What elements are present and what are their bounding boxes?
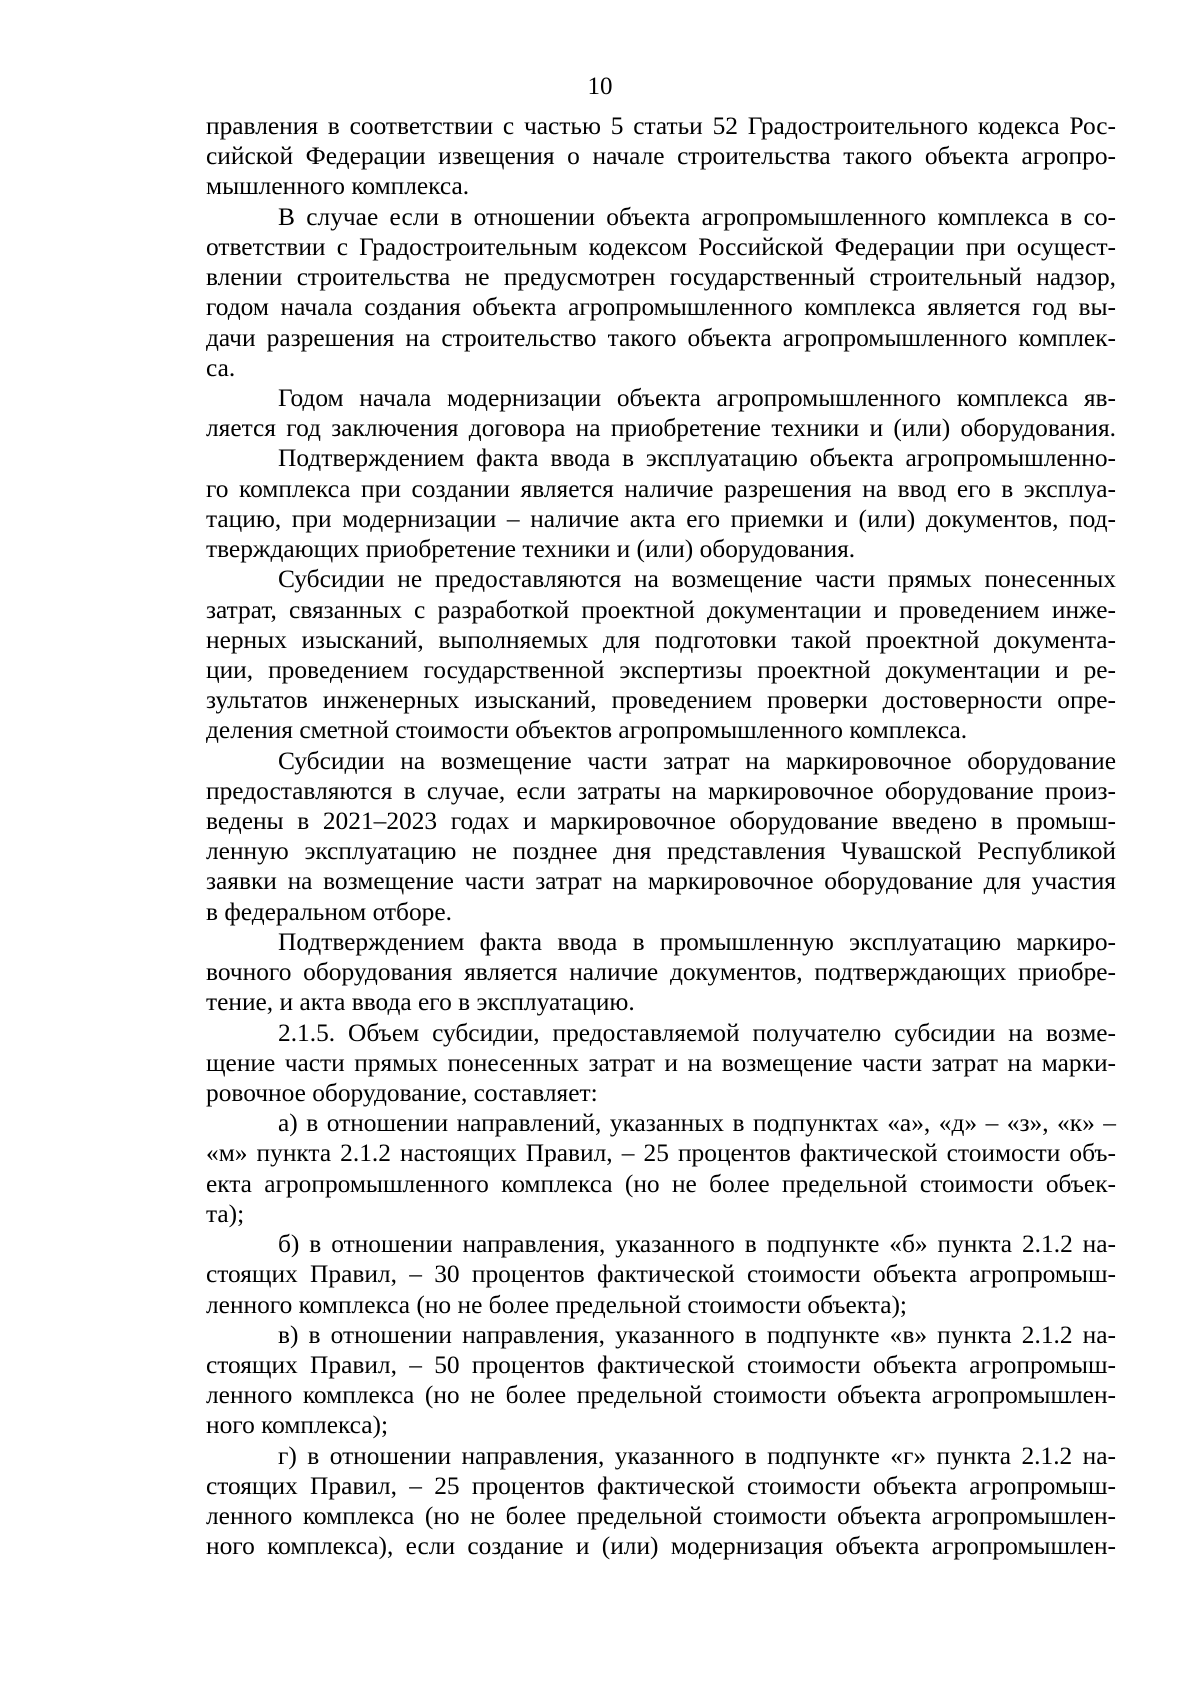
text-line: ции, проведением государственной экспертизы проектной документации и ре- [206, 655, 1116, 684]
text-line: вочного оборудования является наличие документов, подтверждающих приобре- [206, 958, 1116, 987]
text-line: дачи разрешения на строительство такого объекта агропромышленного комплек- [206, 323, 1116, 352]
text-line: правления в соответствии с частью 5 статьи 52 Градостроительного кодекса Рос- [206, 112, 1116, 140]
text-line: «м» пункта 2.1.2 настоящих Правил, – 25 процентов фактической стоимости объ- [206, 1139, 1116, 1168]
text-line: предоставляются в случае, если затраты на маркировочное оборудование произ- [206, 776, 1116, 805]
text-line: стоящих Правил, – 30 процентов фактической стоимости объекта агропромыш- [206, 1260, 1116, 1289]
text-line: стоящих Правил, – 50 процентов фактической стоимости объекта агропромыш- [206, 1350, 1116, 1379]
text-line: Субсидии на возмещение части затрат на маркировочное оборудование [278, 746, 1116, 775]
text-line: екта агропромышленного комплекса (но не более предельной стоимости объек- [206, 1169, 1116, 1198]
text-line: Годом начала модернизации объекта агропромышленного комплекса яв- [278, 383, 1116, 412]
page-number: 10 [587, 73, 613, 100]
text-line: ровочное оборудование, составляет: [206, 1079, 598, 1107]
text-line: ленного комплекса (но не более предельной стоимости объекта); [206, 1290, 907, 1319]
text-line: са. [206, 353, 236, 382]
text-line: влении строительства не предусмотрен государственный строительный надзор, [206, 263, 1116, 292]
text-line: в) в отношении направления, указанного в подпункте «в» пункта 2.1.2 на- [278, 1320, 1116, 1349]
text-line: ного комплекса), если создание и (или) модернизация объекта агропромышлен- [206, 1532, 1116, 1561]
text-line: затрат, связанных с разработкой проектной документации и проведением инже- [206, 595, 1116, 624]
text-line: а) в отношении направлений, указанных в подпунктах «а», «д» – «з», «к» – [278, 1109, 1116, 1138]
text-line: мышленного комплекса. [206, 172, 470, 201]
text-line: ляется год заключения договора на приобретение техники и (или) оборудования. [206, 414, 1116, 443]
text-line: ответствии с Градостроительным кодексом Российской Федерации при осущест- [206, 232, 1116, 261]
text-line: тение, и акта ввода его в эксплуатацию. [206, 988, 635, 1017]
text-line: го комплекса при создании является наличие разрешения на ввод его в эксплуа- [206, 474, 1116, 503]
text-line: б) в отношении направления, указанного в подпункте «б» пункта 2.1.2 на- [278, 1230, 1116, 1259]
text-line: Подтверждением факта ввода в промышленную эксплуатацию маркиро- [278, 927, 1116, 956]
text-line: щение части прямых понесенных затрат и на возмещение части затрат на марки- [206, 1048, 1116, 1077]
text-line: ленную эксплуатацию не позднее дня представления Чувашской Республикой [206, 837, 1116, 866]
text-line: ленного комплекса (но не более предельной стоимости объекта агропромышлен- [206, 1502, 1116, 1531]
text-line: сийской Федерации извещения о начале строительства такого объекта агропро- [206, 142, 1116, 171]
text-line: заявки на возмещение части затрат на маркировочное оборудование для участия [206, 867, 1116, 896]
text-line: ного комплекса); [206, 1411, 389, 1440]
text-line: тверждающих приобретение техники и (или) оборудования. [206, 535, 856, 564]
text-line: 2.1.5. Объем субсидии, предоставляемой получателю субсидии на возме- [278, 1018, 1116, 1047]
text-line: стоящих Правил, – 25 процентов фактической стоимости объекта агропромыш- [206, 1471, 1116, 1500]
text-line: Субсидии не предоставляются на возмещение части прямых понесенных [278, 565, 1116, 594]
text-line: тацию, при модернизации – наличие акта его приемки и (или) документов, под- [206, 504, 1116, 533]
text-line: в федеральном отборе. [206, 897, 452, 926]
text-line: та); [206, 1199, 245, 1228]
text-line: деления сметной стоимости объектов агропромышленного комплекса. [206, 716, 968, 745]
text-line: ведены в 2021–2023 годах и маркировочное оборудование введено в промыш- [206, 807, 1116, 836]
document-body [206, 111, 1116, 1562]
text-line: Подтверждением факта ввода в эксплуатацию объекта агропромышленно- [278, 444, 1116, 473]
text-line: нерных изысканий, выполняемых для подготовки такой проектной документа- [206, 625, 1116, 654]
text-line: г) в отношении направления, указанного в подпункте «г» пункта 2.1.2 на- [278, 1441, 1116, 1470]
text-line: годом начала создания объекта агропромышленного комплекса является год вы- [206, 293, 1116, 322]
text-line: ленного комплекса (но не более предельной стоимости объекта агропромышлен- [206, 1381, 1116, 1410]
text-line: В случае если в отношении объекта агропромышленного комплекса в со- [278, 202, 1116, 231]
text-line: зультатов инженерных изысканий, проведением проверки достоверности опре- [206, 686, 1116, 715]
